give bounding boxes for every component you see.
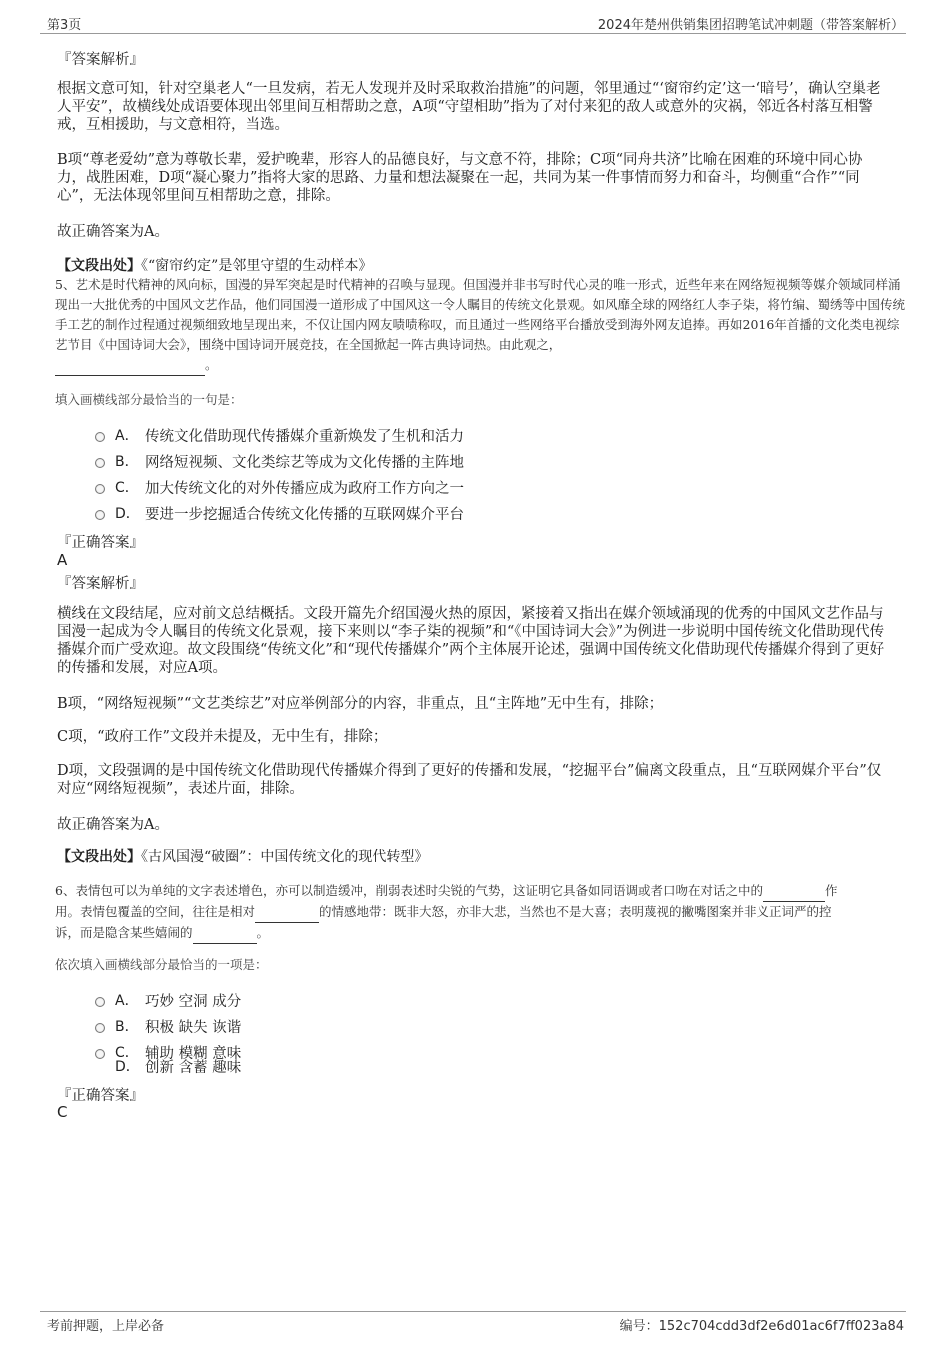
option-letter: B．	[115, 454, 139, 470]
q5-source	[57, 846, 428, 866]
document-title: 2024年楚州供销集团招聘笔试冲刺题（带答案解析）	[597, 18, 904, 33]
page-number: 第3页	[47, 18, 82, 33]
option-text: 传统文化借助现代传播媒介重新焕发了生机和活力	[145, 428, 464, 445]
q6-option-a[interactable]	[95, 990, 241, 1010]
q6-stem	[55, 881, 905, 944]
option-letter: B．	[115, 1019, 139, 1035]
radio-icon[interactable]	[95, 484, 105, 494]
option-text: 积极 缺失 诙谐	[145, 1019, 242, 1036]
q5-analysis-p2: B项，“网络短视频”“文艺类综艺”对应举例部分的内容，非重点，且“主阵地”无中生有，排除；	[57, 696, 664, 712]
option-letter: A．	[115, 428, 139, 444]
option-letter: C．	[115, 1045, 139, 1061]
q5-stem-end: 。	[205, 357, 218, 372]
footer-slogan: 考前押题，上岸必备	[47, 1319, 165, 1334]
q5-option-b[interactable]	[95, 451, 464, 471]
document-id: 编号：152c704cdd3df2e6d01ac6f7ff023a84	[619, 1319, 904, 1334]
q6-blank-1	[763, 881, 825, 902]
q5-answer: A	[57, 551, 68, 569]
q5-option-d[interactable]	[95, 503, 464, 523]
option-text: 网络短视频、文化类综艺等成为文化传播的主阵地	[145, 454, 464, 471]
q4-source	[57, 255, 372, 275]
q4-conclusion: 故正确答案为A。	[57, 224, 169, 240]
q6-option-d[interactable]	[95, 1056, 241, 1076]
q5-analysis-p4: D项，文段强调的是中国传统文化借助现代传播媒介得到了更好的传播和发展，“挖掘平台”偏离文段重点，且“互联网媒介平台”仅对应“网络短视频”，表述片面，排除。	[57, 763, 882, 797]
q5-stem	[55, 275, 905, 376]
header-divider	[40, 33, 906, 34]
option-letter: C．	[115, 480, 139, 496]
q6-prompt: 依次填入画横线部分最恰当的一项是：	[55, 957, 268, 972]
q6-stem-part: 的情感地带：既非大怒，亦非大悲，当然也不是大喜；表明蔑视的撇嘴图案并非义正词严的控	[319, 904, 832, 919]
q4-analysis-p2: B项“尊老爱幼”意为尊敬长辈，爱护晚辈，形容人的品德良好，与文意不符，排除；C项“同舟共济”比喻在困难的环境中同心协力，战胜困难，D项“凝心聚力”指将大家的思路、力量和想法凝聚在一起，共同为某一件事情而努力和奋斗，均侧重“合作”“同心”，无法体现邻里间互相帮助之意，排除。	[57, 152, 863, 204]
option-text: 要进一步挖掘适合传统文化传播的互联网媒介平台	[145, 506, 464, 523]
radio-icon[interactable]	[95, 510, 105, 520]
radio-icon[interactable]	[95, 432, 105, 442]
q6-stem-part: 作	[824, 883, 838, 898]
option-text: 加大传统文化的对外传播应成为政府工作方向之一	[145, 480, 464, 497]
footer-divider	[40, 1311, 906, 1312]
q4-analysis-p1: 根据文意可知，针对空巢老人“一旦发病，若无人发现并及时采取救治措施”的问题，邻里通过“‘窗帘约定’这一‘暗号’，确认空巢老人平安”，故横线处成语要体现出邻里间互相帮助之意，A项“守望相助”指为了对付来犯的敌人或意外的灾祸，邻近各村落互相警戒，互相援助，与文意相符，当选。	[57, 81, 881, 133]
q5-analysis-p3: C项，“政府工作”文段并未提及，无中生有，排除；	[57, 729, 388, 745]
q5-analysis-p1: 横线在文段结尾，应对前文总结概括。文段开篇先介绍国漫火热的原因，紧接着又指出在媒介领域涌现的优秀的中国风文艺作品与国漫一起成为令人瞩目的传统文化景观，接下来则以“李子柒的视频”和“《中国诗词大会》”为例进一步说明中国传统文化借助现代传播媒介而广受欢迎。故文段围绕“传统文化”和“现代传播媒介”两个主体展开论述，强调中国传统文化借助现代传播媒介得到了更好的传播和发展，对应A项。	[57, 606, 885, 676]
q5-option-c[interactable]	[95, 477, 464, 497]
option-letter: A．	[115, 993, 139, 1009]
q6-stem-part: 诉，而是隐含某些嬉闹的	[55, 925, 193, 940]
q5-option-a[interactable]	[95, 425, 464, 445]
q4-source-label: 【文段出处】	[57, 258, 141, 274]
radio-icon[interactable]	[95, 997, 105, 1007]
option-letter: D．	[115, 506, 140, 522]
option-text: 辅助 模糊 意味	[145, 1045, 242, 1062]
q5-source-text: 《古风国漫“破圈”：中国传统文化的现代转型》	[141, 849, 429, 865]
q6-blank-3	[193, 923, 257, 944]
q5-answer-label: 『正确答案』	[57, 535, 144, 551]
option-text: 创新 含蓄 趣味	[145, 1059, 242, 1076]
q6-stem-part: 6、表情包可以为单纯的文字表述增色，亦可以制造缓冲，削弱表述时尖锐的气势，这证明它具备如同语调或者口吻在对话之中的	[55, 883, 763, 898]
q5-prompt: 填入画横线部分最恰当的一句是：	[55, 392, 243, 407]
q6-answer-label: 『正确答案』	[57, 1088, 144, 1104]
q4-analysis-label: 『答案解析』	[57, 52, 144, 68]
q6-stem-part: 。	[256, 925, 270, 940]
q6-blank-2	[255, 902, 319, 923]
q5-stem-text: 5、艺术是时代精神的风向标，国漫的异军突起是时代精神的召唤与显现。但国漫并非书写时代心灵的唯一形式，近些年来在网络短视频等媒介领域同样涌现出一大批优秀的中国风文艺作品，他们同国漫一道形成了中国风这一令人瞩目的传统文化景观。如风靡全球的网络红人李子柒，将竹编、蜀绣等中国传统手工艺的制作过程通过视频细致地呈现出来，不仅让国内网友啧啧称叹，而且通过一些网络平台播放受到海外网友追捧。再如2016年首播的文化类电视综艺节目《中国诗词大会》，围绕中国诗词开展竞技，在全国掀起一阵古典诗词热。由此观之，	[55, 277, 906, 352]
q6-answer: C	[57, 1103, 68, 1121]
q5-analysis-label: 『答案解析』	[57, 576, 144, 592]
q6-option-b[interactable]	[95, 1016, 241, 1036]
option-letter: D．	[115, 1059, 140, 1075]
q5-blank	[55, 355, 205, 376]
radio-icon[interactable]	[95, 458, 105, 468]
q5-source-label: 【文段出处】	[57, 849, 141, 865]
q6-stem-part: 用。表情包覆盖的空间，往往是相对	[55, 904, 256, 919]
radio-icon[interactable]	[95, 1023, 105, 1033]
option-text: 巧妙 空洞 成分	[145, 993, 242, 1010]
q4-source-text: 《“窗帘约定”是邻里守望的生动样本》	[141, 258, 373, 274]
q5-conclusion: 故正确答案为A。	[57, 817, 169, 833]
